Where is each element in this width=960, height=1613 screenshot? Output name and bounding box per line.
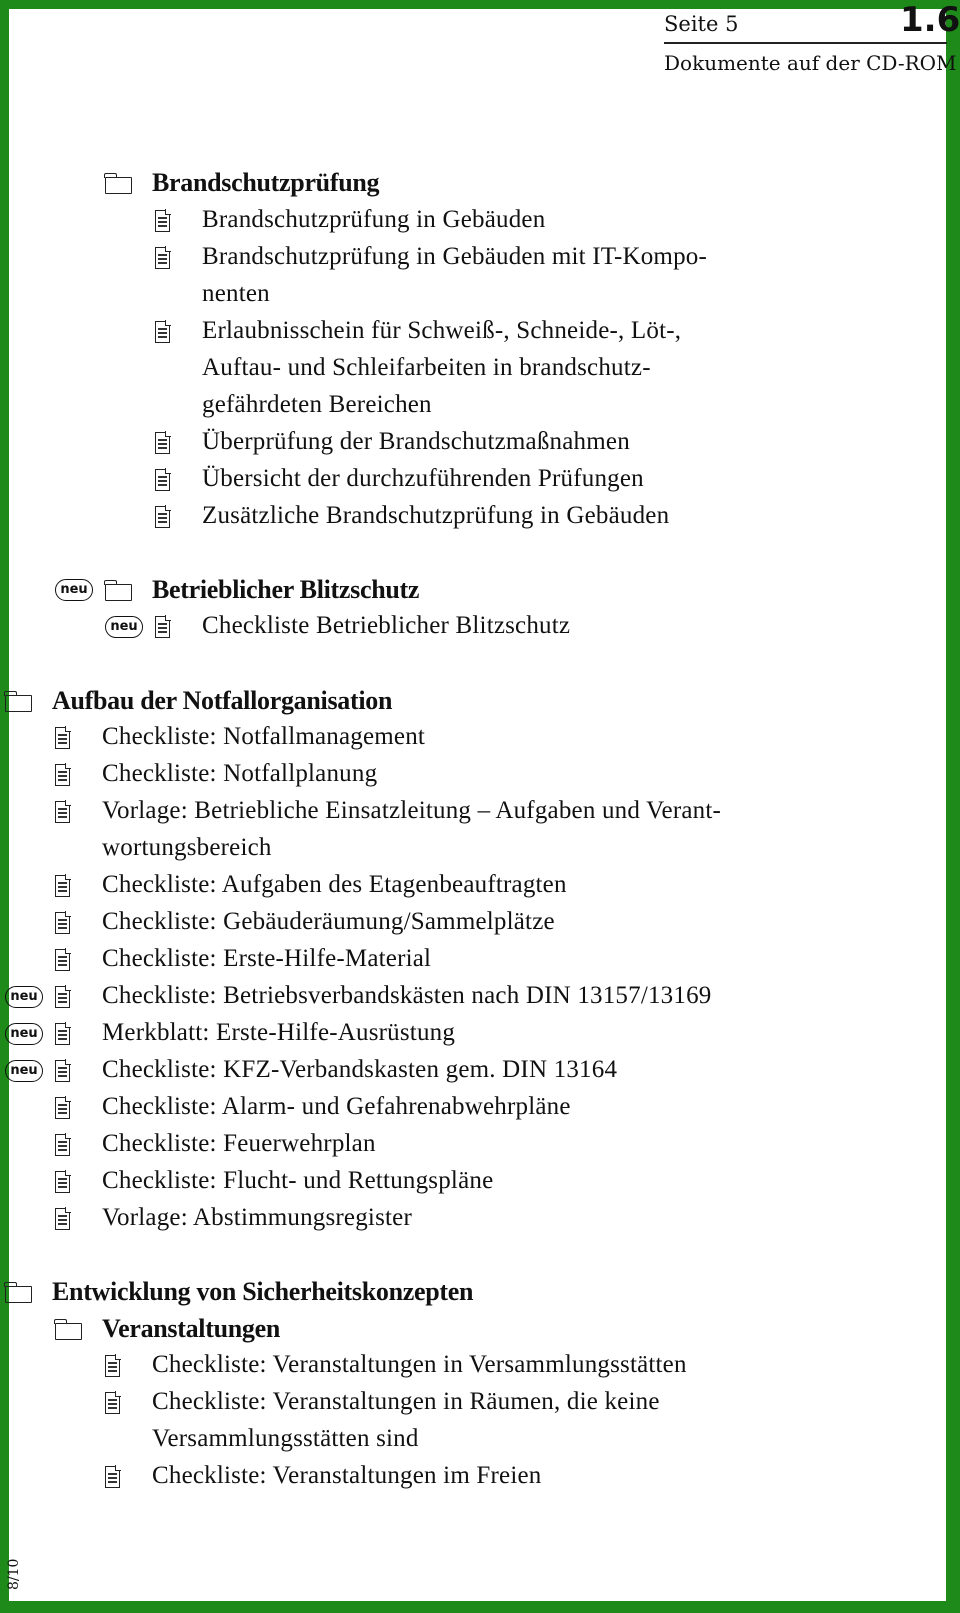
document-icon bbox=[55, 764, 70, 786]
document-title: Checkliste: Veranstaltungen in Räumen, die keine bbox=[152, 1388, 660, 1415]
document-title: Zusätzliche Brandschutzprüfung in Gebäuden bbox=[202, 502, 670, 529]
document-title: Checkliste: Notfallplanung bbox=[102, 760, 378, 787]
folder-title: Entwicklung von Sicherheitskonzepten bbox=[52, 1277, 474, 1306]
document-title: Checkliste: Betriebsverbandskästen nach DIN 13157/13169 bbox=[102, 982, 712, 1009]
document-title: nenten bbox=[202, 280, 270, 307]
document-title: Merkblatt: Erste-Hilfe-Ausrüstung bbox=[102, 1019, 456, 1046]
document-icon bbox=[55, 912, 70, 934]
document-icon bbox=[155, 247, 170, 269]
page-number: Seite 5 bbox=[664, 12, 739, 36]
document-icon bbox=[155, 210, 170, 232]
document-icon bbox=[55, 1171, 70, 1193]
document-icon bbox=[55, 1060, 70, 1082]
new-badge: neu bbox=[5, 1023, 43, 1045]
document-title: Checkliste Betrieblicher Blitzschutz bbox=[202, 612, 571, 639]
document-icon bbox=[55, 949, 70, 971]
new-badge: neu bbox=[5, 1060, 43, 1082]
document-title: Checkliste: Veranstaltungen im Freien bbox=[152, 1462, 542, 1489]
document-title: Checkliste: Veranstaltungen in Versammlungsstätten bbox=[152, 1351, 687, 1378]
document-icon bbox=[55, 801, 70, 823]
document-title: Checkliste: Notfallmanagement bbox=[102, 723, 426, 750]
new-badge: neu bbox=[55, 579, 93, 601]
document-title: Überprüfung der Brandschutzmaßnahmen bbox=[202, 428, 630, 455]
document-icon bbox=[55, 1023, 70, 1045]
document-icon bbox=[155, 321, 170, 343]
document-icon bbox=[55, 986, 70, 1008]
folder-icon bbox=[105, 177, 132, 194]
page-subtitle: Dokumente auf der CD-ROM bbox=[664, 51, 957, 75]
document-title: Checkliste: KFZ-Verbandskasten gem. DIN 13164 bbox=[102, 1056, 618, 1083]
document-title: Vorlage: Abstimmungsregister bbox=[102, 1204, 412, 1231]
folder-title: Aufbau der Notfallorganisation bbox=[52, 686, 393, 715]
document-icon bbox=[155, 432, 170, 454]
document-title: Versammlungsstätten sind bbox=[152, 1425, 419, 1452]
document-icon bbox=[55, 1208, 70, 1230]
document-title: Übersicht der durchzuführenden Prüfungen bbox=[202, 465, 644, 492]
section-number: 1.6 bbox=[900, 0, 960, 40]
side-mark: 8/10 bbox=[6, 1558, 22, 1590]
folder-icon bbox=[55, 1323, 82, 1340]
document-title: Checkliste: Erste-Hilfe-Material bbox=[102, 945, 432, 972]
document-title: Vorlage: Betriebliche Einsatzleitung – Aufgaben und Verant- bbox=[102, 797, 722, 824]
document-icon bbox=[105, 1392, 120, 1414]
document-icon bbox=[155, 469, 170, 491]
folder-icon bbox=[5, 695, 32, 712]
document-icon bbox=[105, 1355, 120, 1377]
document-title: Checkliste: Gebäuderäumung/Sammelplätze bbox=[102, 908, 555, 935]
document-title: gefährdeten Bereichen bbox=[202, 391, 432, 418]
document-icon bbox=[55, 727, 70, 749]
document-title: Checkliste: Aufgaben des Etagenbeauftragten bbox=[102, 871, 567, 898]
document-icon bbox=[155, 506, 170, 528]
document-icon bbox=[105, 1466, 120, 1488]
document-title: Checkliste: Alarm- und Gefahrenabwehrpläne bbox=[102, 1093, 571, 1120]
document-icon bbox=[55, 1097, 70, 1119]
folder-title: Veranstaltungen bbox=[102, 1314, 281, 1343]
folder-icon bbox=[105, 584, 132, 601]
document-title: Brandschutzprüfung in Gebäuden bbox=[202, 206, 546, 233]
folder-title: Brandschutzprüfung bbox=[152, 168, 380, 197]
document-title: Checkliste: Feuerwehrplan bbox=[102, 1130, 376, 1157]
new-badge: neu bbox=[105, 616, 143, 638]
new-badge: neu bbox=[5, 986, 43, 1008]
document-title: Erlaubnisschein für Schweiß-, Schneide-, Löt-, bbox=[202, 317, 682, 344]
document-icon bbox=[155, 616, 170, 638]
document-title: Auftau- und Schleifarbeiten in brandschutz- bbox=[202, 354, 651, 381]
document-title: Brandschutzprüfung in Gebäuden mit IT-Kompo- bbox=[202, 243, 707, 270]
document-icon bbox=[55, 875, 70, 897]
document-title: wortungsbereich bbox=[102, 834, 272, 861]
folder-icon bbox=[5, 1286, 32, 1303]
folder-title: Betrieblicher Blitzschutz bbox=[152, 575, 420, 604]
header-rule bbox=[664, 42, 947, 44]
document-icon bbox=[55, 1134, 70, 1156]
document-title: Checkliste: Flucht- und Rettungspläne bbox=[102, 1167, 494, 1194]
